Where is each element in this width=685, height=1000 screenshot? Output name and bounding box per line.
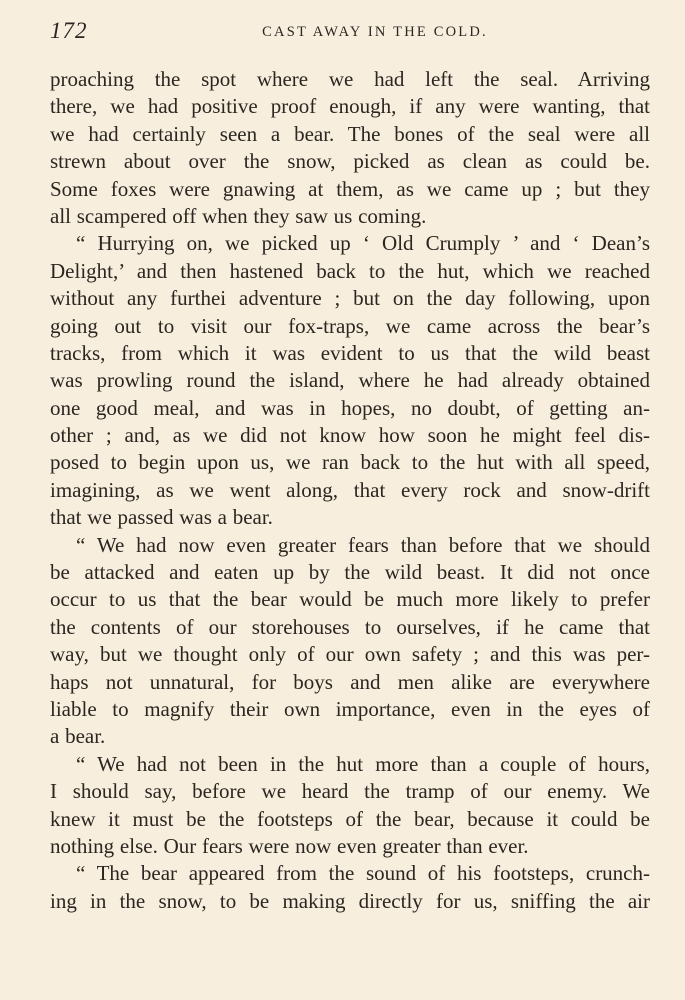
text-line: we had certainly seen a bear. The bones of the seal were all [50,121,650,146]
text-line: going out to visit our fox-traps, we came across the bear’s [50,313,650,338]
text-line: Some foxes were gnawing at them, as we came up ; but they [50,176,650,201]
running-head: CAST AWAY IN THE COLD. [262,24,488,40]
text-line: nothing else. Our fears were now even greater than ever. [50,833,529,858]
text-line: posed to begin upon us, we ran back to the hut with all speed, [50,450,650,475]
text-line: way, but we thought only of our own safety ; and this was per- [50,642,650,667]
body-text [50,66,650,915]
text-line: proaching the spot where we had left the seal. Arriving [50,67,650,91]
text-line: was prowling round the island, where he had already obtained [50,368,650,393]
text-line: there, we had positive proof enough, if any were wanting, that [50,94,650,119]
text-line: a bear. [50,724,106,749]
text-line: all scampered off when they saw us coming. [50,203,427,228]
page-header [50,18,650,48]
text-line: “ The bear appeared from the sound of his footsteps, crunch- [76,861,650,886]
text-line: “ We had not been in the hut more than a couple of hours, [76,751,650,776]
text-line: I should say, before we heard the tramp of our enemy. We [50,779,650,804]
text-line: the contents of our storehouses to ourselves, if he came that [50,614,650,639]
text-line: Delight,’ and then hastened back to the hut, which we reached [50,258,650,283]
text-line: “ We had now even greater fears than before that we should [76,532,650,557]
text-line: tracks, from which it was evident to us that the wild beast [50,340,650,365]
text-line: other ; and, as we did not know how soon he might feel dis- [50,423,650,448]
text-line: be attacked and eaten up by the wild beast. It did not once [50,560,650,585]
text-line: strewn about over the snow, picked as clean as could be. [50,149,650,174]
text-line: ing in the snow, to be making directly for us, sniffing the air [50,888,650,913]
page-number: 172 [50,18,88,43]
text-line: knew it must be the footsteps of the bear, because it could be [50,806,650,831]
text-line: without any furthei adventure ; but on the day following, upon [50,286,650,311]
text-line: liable to magnify their own importance, even in the eyes of [50,696,650,721]
text-line: imagining, as we went along, that every rock and snow-drift [50,477,650,502]
text-line: “ Hurrying on, we picked up ‘ Old Crumply ’ and ‘ Dean’s [76,231,650,256]
text-line: haps not unnatural, for boys and men alike are everywhere [50,669,650,694]
text-line: one good meal, and was in hopes, no doubt, of getting an- [50,395,650,420]
text-line: that we passed was a bear. [50,505,273,530]
text-line: occur to us that the bear would be much more likely to prefer [50,587,650,612]
